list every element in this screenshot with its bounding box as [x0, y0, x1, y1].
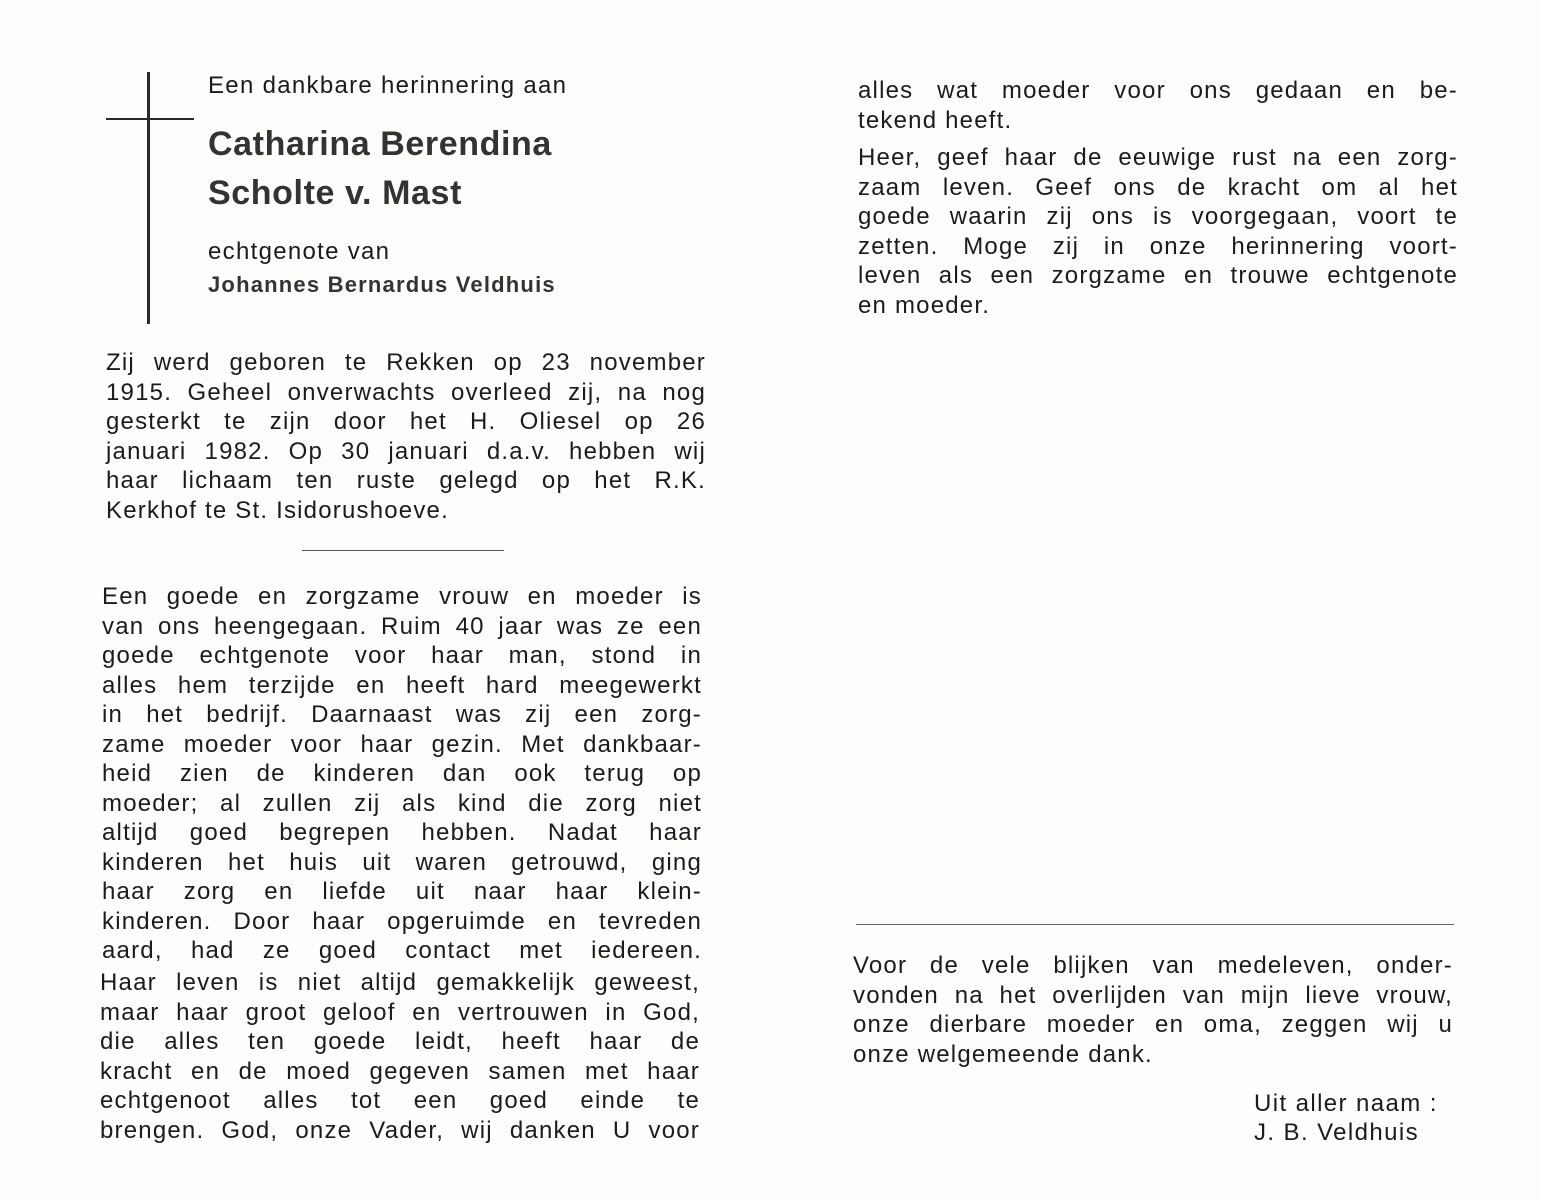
- text-line: alles hem terzijde en heeft hard meegewerkt: [102, 671, 702, 699]
- spouse-label: echtgenote van: [208, 238, 391, 265]
- text-line: Kerkhof te St. Isidorushoeve.: [106, 496, 449, 524]
- text-line: altijd goed begrepen hebben. Nadat haar: [102, 819, 702, 846]
- text-line: zetten. Moge zij in onze herinnering voort-: [858, 232, 1458, 260]
- text-line: Een goede en zorgzame vrouw en moeder is: [102, 583, 702, 610]
- text-line: kinderen. Door haar opgeruimde en tevreden: [102, 907, 702, 935]
- text-line: kracht en de moed gegeven samen met haar: [100, 1057, 700, 1085]
- signature-intro: Uit aller naam :: [1254, 1090, 1438, 1117]
- cross-vertical-bar: [147, 72, 150, 324]
- birth-death-paragraph: [106, 348, 706, 525]
- text-line: echtgenoot alles tot een goed einde te: [100, 1087, 700, 1114]
- text-line: aard, had ze goed contact met iedereen.: [102, 937, 702, 964]
- faith-paragraph: [100, 968, 700, 1145]
- cross-horizontal-bar: [106, 118, 194, 120]
- card-fold: [770, 0, 771, 1200]
- prayer-paragraph: [858, 143, 1458, 320]
- text-line: Heer, geef haar de eeuwige rust na een zorg-: [858, 144, 1458, 171]
- text-line: 1915. Geheel onverwachts overleed zij, na nog: [106, 378, 706, 406]
- spouse-name: Johannes Bernardus Veldhuis: [208, 272, 556, 297]
- text-line: die alles ten goede leidt, heeft haar de: [100, 1028, 700, 1055]
- text-line: zame moeder voor haar gezin. Met dankbaar-: [102, 730, 702, 758]
- text-line: Zij werd geboren te Rekken op 23 november: [106, 349, 706, 376]
- thanks-paragraph: [853, 951, 1453, 1069]
- text-line: goede echtgenote voor haar man, stond in: [102, 642, 702, 669]
- text-line: moeder; al zullen zij als kind die zorg niet: [102, 789, 702, 817]
- text-line: brengen. God, onze Vader, wij danken U voor: [100, 1116, 700, 1144]
- tribute-paragraph: [102, 582, 702, 966]
- deceased-name-line1: Catharina Berendina: [208, 125, 552, 163]
- signature-name: J. B. Veldhuis: [1254, 1119, 1420, 1146]
- text-line: Haar leven is niet altijd gemakkelijk geweest,: [100, 969, 700, 996]
- text-line: heid zien de kinderen dan ook terug op: [102, 760, 702, 787]
- text-line: goede waarin zij ons is voorgegaan, voort te: [858, 203, 1458, 230]
- text-line: leven als een zorgzame en trouwe echtgenote: [858, 262, 1458, 289]
- text-line: vonden na het overlijden van mijn lieve vrouw,: [853, 981, 1453, 1009]
- text-line: onze welgemeende dank.: [853, 1040, 1153, 1068]
- deceased-name-line2: Scholte v. Mast: [208, 174, 462, 212]
- section-divider: [302, 550, 504, 551]
- text-line: zaam leven. Geef ons de kracht om al het: [858, 173, 1458, 201]
- thanks-divider: [856, 924, 1454, 925]
- text-line: maar haar groot geloof en vertrouwen in God,: [100, 998, 700, 1026]
- continuation-paragraph: [858, 76, 1458, 135]
- text-line: onze dierbare moeder en oma, zeggen wij u: [853, 1011, 1453, 1038]
- intro-text: Een dankbare herinnering aan: [208, 72, 568, 99]
- text-line: gesterkt te zijn door het H. Oliesel op 26: [106, 408, 706, 435]
- text-line: in het bedrijf. Daarnaast was zij een zorg-: [102, 701, 702, 728]
- text-line: haar zorg en liefde uit naar haar klein-: [102, 878, 702, 905]
- text-line: kinderen het huis uit waren getrouwd, ging: [102, 848, 702, 876]
- text-line: haar lichaam ten ruste gelegd op het R.K.: [106, 467, 706, 494]
- text-line: tekend heeft.: [858, 106, 1013, 134]
- text-line: alles wat moeder voor ons gedaan en be-: [858, 77, 1458, 104]
- text-line: januari 1982. Op 30 januari d.a.v. hebben wij: [106, 437, 706, 465]
- text-line: Voor de vele blijken van medeleven, onder-: [853, 952, 1453, 979]
- text-line: en moeder.: [858, 291, 991, 319]
- text-line: van ons heengegaan. Ruim 40 jaar was ze een: [102, 612, 702, 640]
